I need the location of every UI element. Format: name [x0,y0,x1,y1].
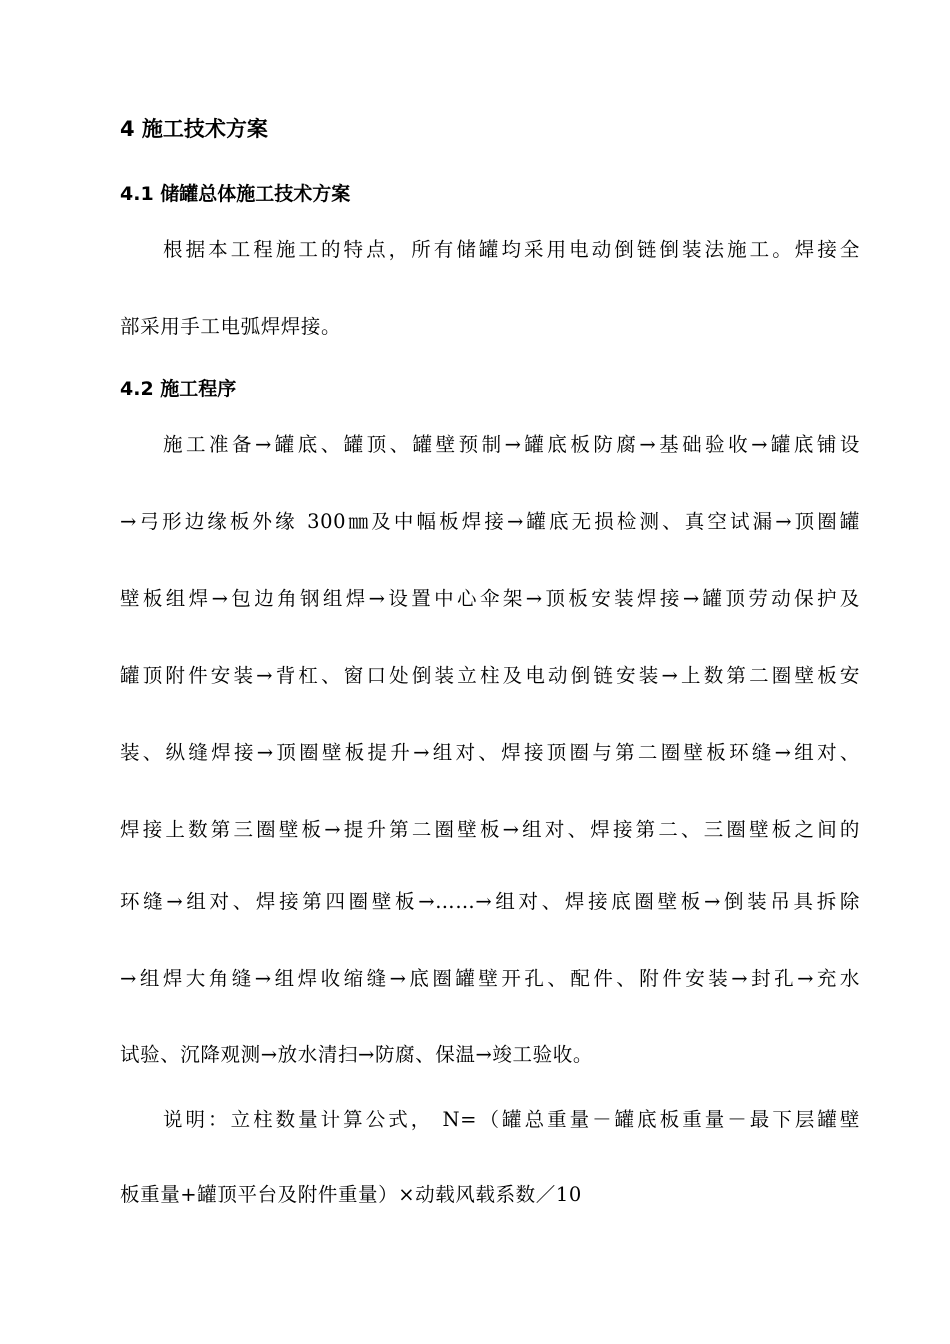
paragraph-line: 装、纵缝焊接→顶圈壁板提升→组对、焊接顶圈与第二圈壁板环缝→组对、 [120,741,860,764]
note-line: 说明：立柱数量计算公式， N=（罐总重量－罐底板重量－最下层罐壁 [163,1108,860,1131]
paragraph-line: 部采用手工电弧焊焊接。 [120,315,342,338]
section-heading-4-2: 4.2 施工程序 [120,378,237,400]
paragraph-line: 试验、沉降观测→放水清扫→防腐、保温→竣工验收。 [120,1043,593,1066]
paragraph-line: →组焊大角缝→组焊收缩缝→底圈罐壁开孔、配件、附件安装→封孔→充水 [120,967,860,990]
paragraph-line: 根据本工程施工的特点，所有储罐均采用电动倒链倒装法施工。焊接全 [163,238,860,261]
paragraph-line: 施工准备→罐底、罐顶、罐壁预制→罐底板防腐→基础验收→罐底铺设 [163,433,860,456]
chapter-heading: 4 施工技术方案 [120,117,268,141]
paragraph-line: 壁板组焊→包边角钢组焊→设置中心伞架→顶板安装焊接→罐顶劳动保护及 [120,587,860,610]
paragraph-line: 焊接上数第三圈壁板→提升第二圈壁板→组对、焊接第二、三圈壁板之间的 [120,818,860,841]
paragraph-line: 环缝→组对、焊接第四圈壁板→……→组对、焊接底圈壁板→倒装吊具拆除 [120,890,860,913]
section-heading-4-1: 4.1 储罐总体施工技术方案 [120,183,351,205]
paragraph-line: 罐顶附件安装→背杠、窗口处倒装立柱及电动倒链安装→上数第二圈壁板安 [120,664,860,687]
note-line: 板重量+罐顶平台及附件重量）×动载风载系数／10 [120,1183,582,1206]
paragraph-line: →弓形边缘板外缘 300㎜及中幅板焊接→罐底无损检测、真空试漏→顶圈罐 [120,510,860,533]
